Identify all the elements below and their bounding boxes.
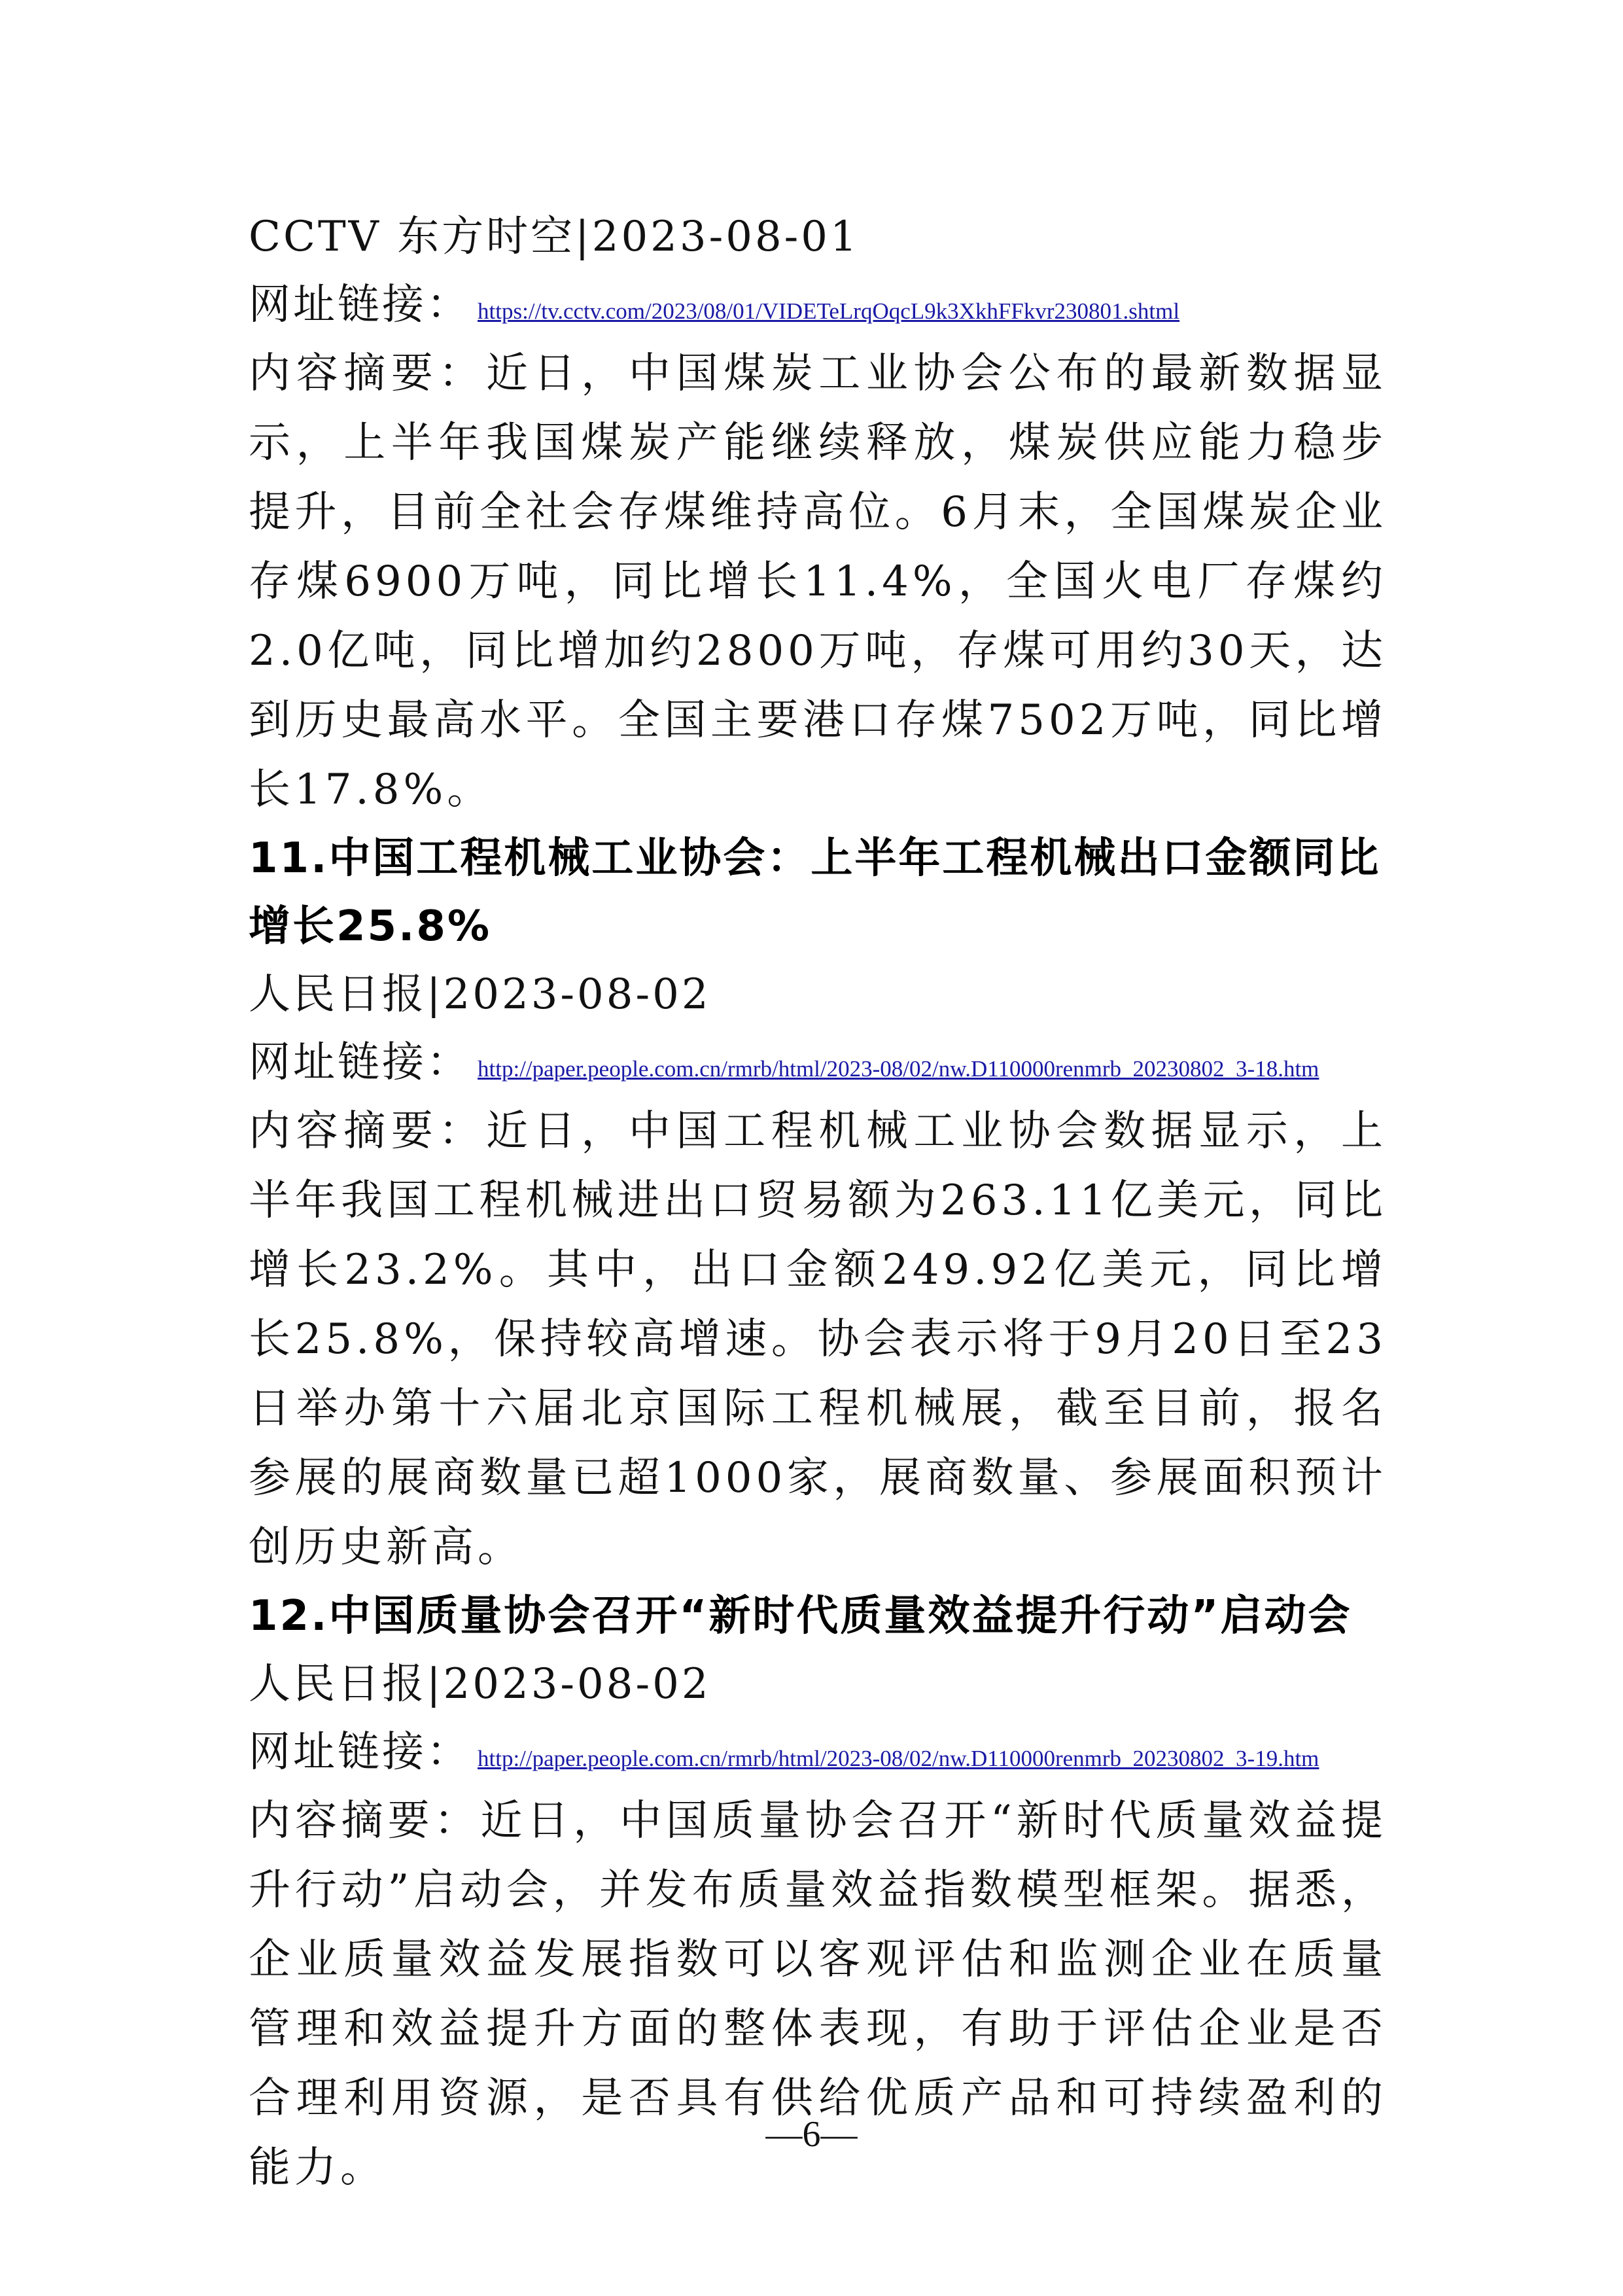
url-label: 网址链接： [249, 1038, 471, 1087]
news-link[interactable]: http://paper.people.com.cn/rmrb/html/2023-08/02/nw.D110000renmrb_20230802_3-19.htm [478, 1746, 1319, 1771]
news-heading: 12.中国质量协会召开“新时代质量效益提升行动”启动会 [249, 1592, 1352, 1640]
news-heading: 11.中国工程机械工业协会：上半年工程机械出口金额同比增长25.8% [249, 834, 1381, 951]
url-row [249, 271, 1387, 339]
url-label: 网址链接： [249, 1728, 471, 1776]
url-row [249, 1029, 1387, 1097]
news-source-date: CCTV 东方时空|2023-08-01 [249, 213, 860, 261]
news-source-date: 人民日报|2023-08-02 [249, 1660, 711, 1708]
url-label: 网址链接： [249, 281, 471, 329]
page-content [249, 203, 1387, 2202]
page-number: —6— [765, 2114, 858, 2155]
news-source-date: 人民日报|2023-08-02 [249, 970, 711, 1019]
news-link[interactable]: http://paper.people.com.cn/rmrb/html/2023-08/02/nw.D110000renmrb_20230802_3-18.htm [478, 1056, 1319, 1082]
news-link[interactable]: https://tv.cctv.com/2023/08/01/VIDETeLrqOqcL9k3XkhFFkvr230801.shtml [478, 298, 1180, 324]
news-summary: 内容摘要：近日，中国工程机械工业协会数据显示，上半年我国工程机械进出口贸易额为263.11亿美元，同比增长23.2%。其中，出口金额249.92亿美元，同比增长25.8%，保持较高增速。协会表示将于9月20日至23日举办第十六届北京国际工程机械展，截至目前，报名参展的展商数量已超1000家，展商数量、参展面积预计创历史新高。 [249, 1107, 1387, 1572]
url-row [249, 1718, 1387, 1786]
news-summary: 内容摘要：近日，中国质量协会召开“新时代质量效益提升行动”启动会，并发布质量效益指数模型框架。据悉，企业质量效益发展指数可以客观评估和监测企业在质量管理和效益提升方面的整体表现，有助于评估企业是否合理利用资源，是否具有供给优质产品和可持续盈利的能力。 [249, 1797, 1387, 2192]
news-summary: 内容摘要：近日，中国煤炭工业协会公布的最新数据显示，上半年我国煤炭产能继续释放，煤炭供应能力稳步提升，目前全社会存煤维持高位。6月末，全国煤炭企业存煤6900万吨，同比增长11.4%，全国火电厂存煤约2.0亿吨，同比增加约2800万吨，存煤可用约30天，达到历史最高水平。全国主要港口存煤7502万吨，同比增长17.8%。 [249, 349, 1387, 814]
